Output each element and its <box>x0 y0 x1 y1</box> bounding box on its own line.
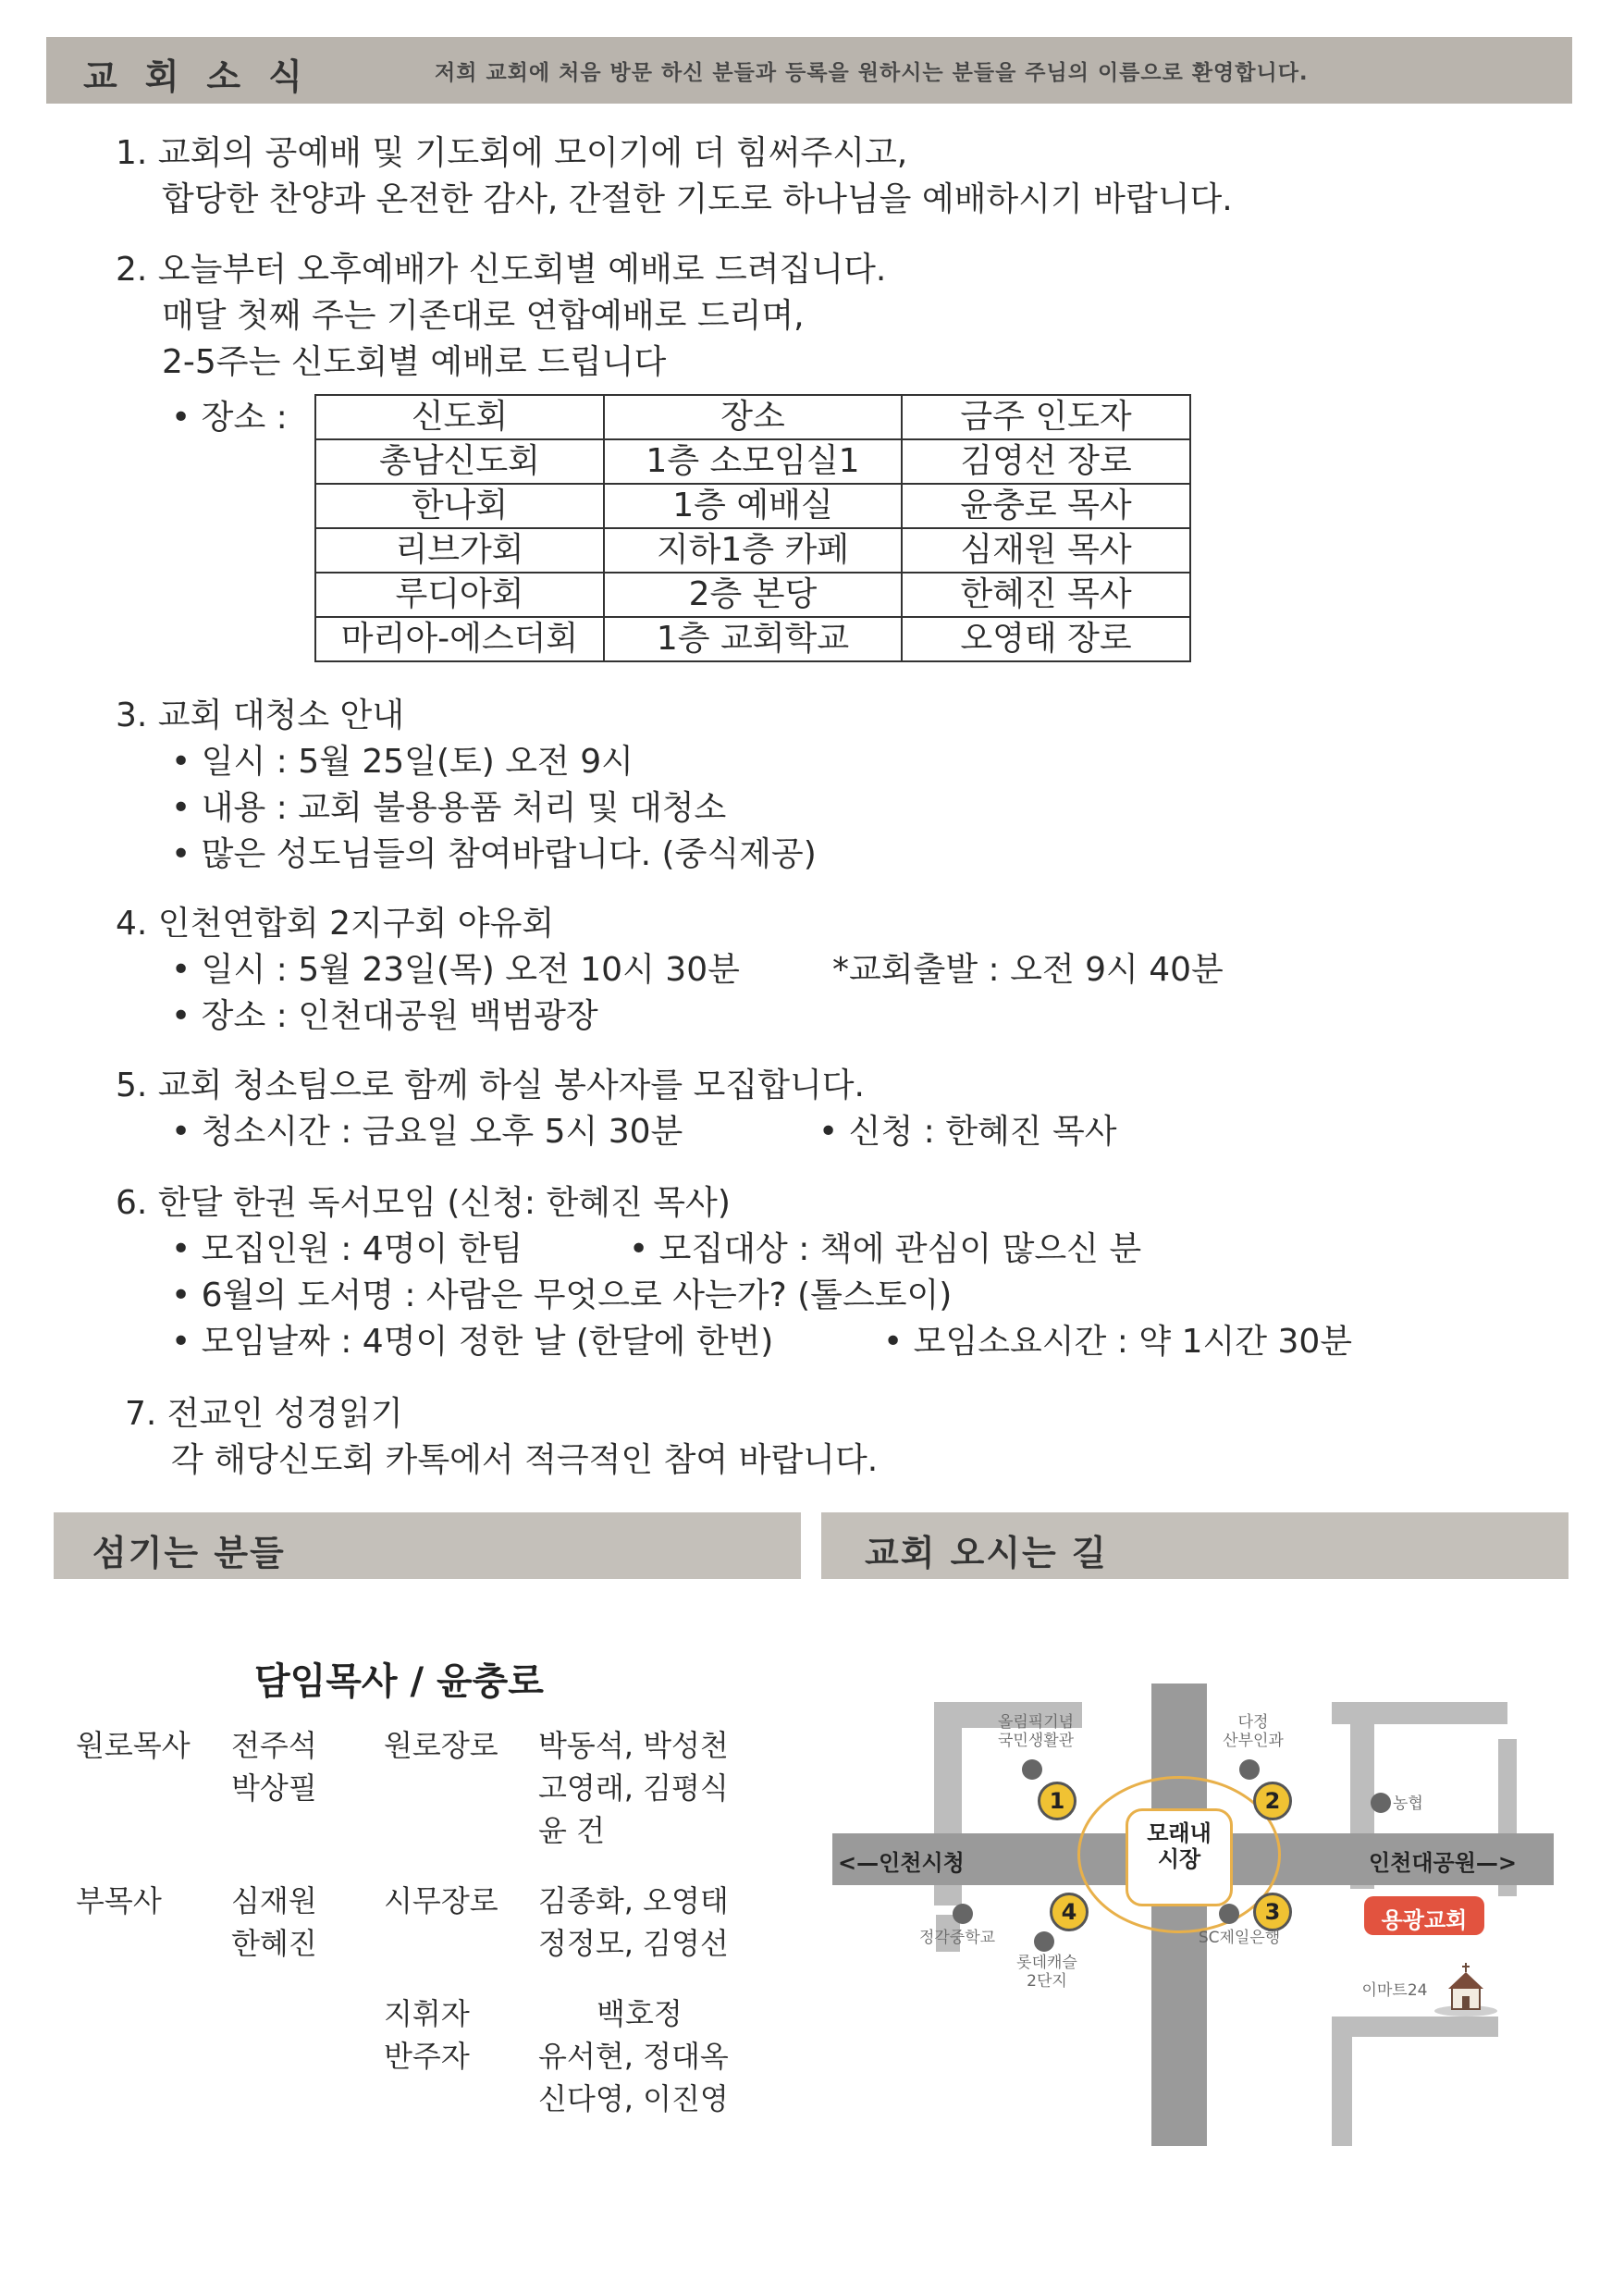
staff-name: 김종화, 오영태 <box>538 1883 729 1918</box>
table-cell: 1층 예배실 <box>604 484 902 528</box>
table-cell: 리브가회 <box>315 528 604 573</box>
table-cell: 마리아-에스더회 <box>315 617 604 661</box>
table-cell: 오영태 장로 <box>902 617 1190 661</box>
staff-name: 전주석 <box>231 1728 317 1763</box>
east-direction-label: 인천대공원—> <box>1369 1850 1518 1876</box>
landmark-2-marker: 2 <box>1253 1782 1292 1820</box>
nonghyup-dot <box>1371 1793 1391 1813</box>
church-building-icon <box>1433 1961 1498 2020</box>
welcome-text: 저희 교회에 처음 방문 하신 분들과 등록을 원하시는 분들을 주님의 이름으로 환영합니다. <box>435 61 1309 85</box>
item-2-title: 2. 오늘부터 오후예배가 신도회별 예배로 드려집니다. <box>116 251 887 289</box>
church-label: 용광교회 <box>1381 1907 1468 1933</box>
role-label: 원로목사 <box>76 1728 191 1763</box>
emart-label: 이마트24 <box>1361 1981 1428 2000</box>
west-direction-label: <—인천시청 <box>838 1850 965 1876</box>
table-cell: 김영선 장로 <box>902 439 1190 484</box>
item-6-bullet: • 6월의 도서명 : 사람은 무엇으로 사는가? (톨스토이) <box>171 1276 953 1314</box>
table-cell: 지하1층 카페 <box>604 528 902 573</box>
staff-name: 박동석, 박성천 <box>538 1728 729 1763</box>
role-label: 부목사 <box>76 1883 162 1918</box>
item-4-title: 4. 인천연합회 2지구회 야유회 <box>116 905 555 943</box>
olympic-label: 올림픽기념 국민생활관 <box>997 1713 1075 1750</box>
item-4-bullet: • 일시 : 5월 23일(목) 오전 10시 30분 <box>171 951 740 989</box>
landmark-4-marker: 4 <box>1050 1893 1089 1931</box>
staff-name: 윤 건 <box>538 1813 605 1848</box>
school-dot <box>953 1904 973 1924</box>
role-label: 반주자 <box>384 2039 470 2074</box>
table-cell: 심재원 목사 <box>902 528 1190 573</box>
staff-name: 박상필 <box>231 1770 317 1806</box>
staff-name: 백호정 <box>597 1996 683 2031</box>
table-cell: 1층 교회학교 <box>604 617 902 661</box>
item-6-bullet: • 모임날짜 : 4명이 정한 날 (한달에 한번) <box>171 1323 774 1361</box>
sc-label: SC제일은행 <box>1198 1929 1281 1947</box>
item-1-title: 1. 교회의 공예배 및 기도회에 모이기에 더 힘써주시고, <box>116 134 908 172</box>
map-section-title: 교회 오시는 길 <box>865 1533 1108 1573</box>
school-label: 정각중학교 <box>918 1929 996 1947</box>
item-6-bullet: • 모집인원 : 4명이 한팀 <box>171 1230 523 1268</box>
item-4-departure: *교회출발 : 오전 9시 40분 <box>832 951 1224 989</box>
landmark-1-marker: 1 <box>1038 1782 1077 1820</box>
table-header-row <box>315 395 1190 439</box>
sc-dot <box>1219 1904 1239 1924</box>
senior-pastor: 담임목사 / 윤충로 <box>254 1660 544 1703</box>
item-1-line: 합당한 찬양과 온전한 감사, 간절한 기도로 하나님을 예배하시기 바랍니다. <box>162 180 1233 218</box>
table-header: 금주 인도자 <box>902 395 1190 439</box>
role-label: 지휘자 <box>384 1996 470 2031</box>
location-table <box>314 394 1191 662</box>
item-3-title: 3. 교회 대청소 안내 <box>116 697 405 734</box>
table-row <box>315 617 1190 661</box>
table-row <box>315 439 1190 484</box>
item-5-bullet: • 청소시간 : 금요일 오후 5시 30분 <box>171 1113 683 1151</box>
landmark-3-marker: 3 <box>1253 1893 1292 1931</box>
location-label: • 장소 : <box>171 399 288 437</box>
table-row <box>315 528 1190 573</box>
table-row <box>315 484 1190 528</box>
staff-name: 정정모, 김영선 <box>538 1926 729 1961</box>
street <box>1332 2016 1352 2146</box>
table-row <box>315 573 1190 617</box>
table-header: 신도회 <box>315 395 604 439</box>
staff-section-title: 섬기는 분들 <box>92 1533 286 1573</box>
dajeong-label: 다정 산부인과 <box>1223 1713 1284 1750</box>
item-5-apply: • 신청 : 한혜진 목사 <box>818 1113 1117 1151</box>
staff-name: 유서현, 정대옥 <box>538 2039 729 2074</box>
table-cell: 한혜진 목사 <box>902 573 1190 617</box>
table-cell: 1층 소모임실1 <box>604 439 902 484</box>
dajeong-dot <box>1239 1759 1260 1780</box>
table-cell: 한나회 <box>315 484 604 528</box>
nonghyup-label: 농협 <box>1393 1794 1423 1813</box>
olympic-dot <box>1022 1759 1042 1780</box>
table-cell: 윤충로 목사 <box>902 484 1190 528</box>
item-7-title: 7. 전교인 성경읽기 <box>125 1395 403 1433</box>
item-6-duration: • 모임소요시간 : 약 1시간 30분 <box>883 1323 1353 1361</box>
role-label: 원로장로 <box>384 1728 498 1763</box>
table-cell: 루디아회 <box>315 573 604 617</box>
item-3-bullet: • 많은 성도님들의 참여바랍니다. (중식제공) <box>171 835 817 873</box>
staff-name: 심재원 <box>231 1883 317 1918</box>
market-label: 모래내 시장 <box>1147 1820 1212 1872</box>
table-cell: 2층 본당 <box>604 573 902 617</box>
lotte-label: 롯데캐슬 2단지 <box>1016 1954 1077 1991</box>
table-header: 장소 <box>604 395 902 439</box>
role-label: 시무장로 <box>384 1883 498 1918</box>
item-3-bullet: • 내용 : 교회 불용용품 처리 및 대청소 <box>171 789 727 827</box>
item-4-bullet: • 장소 : 인천대공원 백범광장 <box>171 997 598 1035</box>
staff-name: 고영래, 김평식 <box>538 1770 729 1806</box>
item-6-title: 6. 한달 한권 독서모임 (신청: 한혜진 목사) <box>116 1184 731 1222</box>
item-5-title: 5. 교회 청소팀으로 함께 하실 봉사자를 모집합니다. <box>116 1067 865 1104</box>
staff-name: 한혜진 <box>231 1926 317 1961</box>
directions-map <box>832 1684 1554 2146</box>
item-6-target: • 모집대상 : 책에 관심이 많으신 분 <box>629 1230 1142 1268</box>
item-2-line: 2-5주는 신도회별 예배로 드립니다 <box>162 343 667 381</box>
page-title: 교회소식 <box>83 56 330 97</box>
table-cell: 총남신도회 <box>315 439 604 484</box>
staff-name: 신다영, 이진영 <box>538 2081 729 2116</box>
item-7-line: 각 해당신도회 카톡에서 적극적인 참여 바랍니다. <box>171 1441 879 1479</box>
item-3-bullet: • 일시 : 5월 25일(토) 오전 9시 <box>171 743 634 781</box>
item-2-line: 매달 첫째 주는 기존대로 연합예배로 드리며, <box>162 297 805 335</box>
lotte-dot <box>1034 1931 1054 1952</box>
